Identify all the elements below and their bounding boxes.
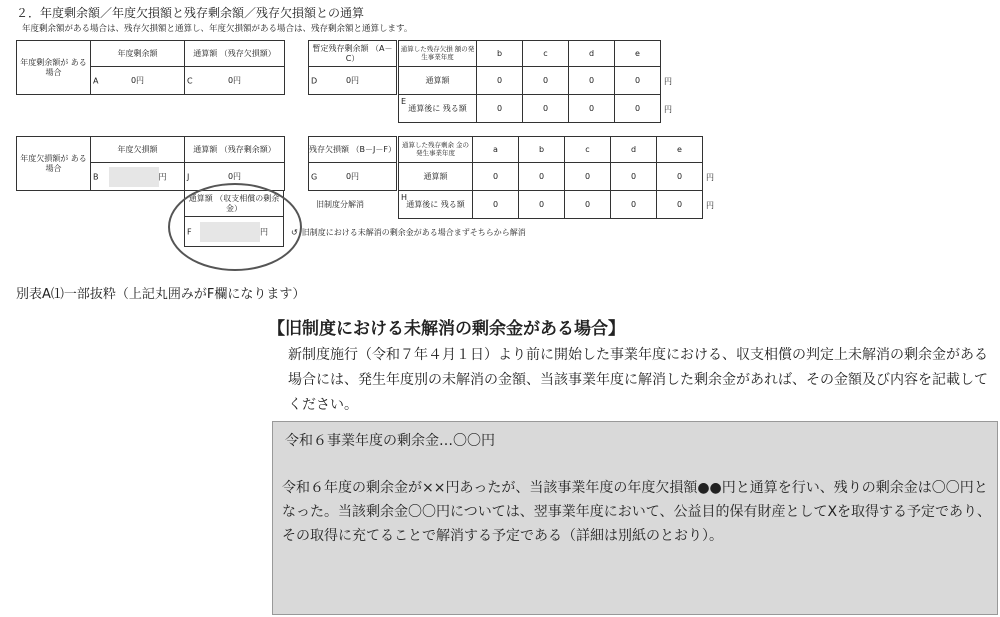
upper-offset-year-table <box>398 40 661 123</box>
field-d[interactable]: D 0円 <box>309 67 397 95</box>
old-system-label: 旧制度分解消 <box>316 200 364 209</box>
offset-year-header: 通算した残存剰余 金の発生事業年度 <box>399 137 473 163</box>
example-title: 令和６事業年度の剰余金…〇〇円 <box>285 433 495 449</box>
offset-e[interactable]: 0 <box>615 67 661 95</box>
offset-b[interactable]: 0 <box>519 163 565 191</box>
offset-c[interactable]: 0 <box>523 67 569 95</box>
section-title: 【旧制度における未解消の剰余金がある場合】 <box>268 319 625 339</box>
offset-e[interactable]: 0 <box>657 163 703 191</box>
remain-a[interactable]: 0 <box>473 191 519 219</box>
provisional-surplus-header: 暫定残存剰余額 （A－C） <box>309 41 397 67</box>
f-header: 通算額 （収支相償の剰余金） <box>185 191 284 217</box>
year-col-d: d <box>569 41 615 67</box>
example-body: 令和６年度の剰余金が××円あったが、当該事業年度の年度欠損額●●円と通算を行い、残りの剰余金は〇〇円となった。当該剰余金〇〇円については、翌事業年度において、公益目的保有財産としてXを取得する予定であり、その取得に充てることで解消する予定である（詳細は別紙のとおり）。 <box>282 480 992 544</box>
instruction-paragraph: 新制度施行（令和７年４月１日）より前に開始した事業年度における、収支相償の判定上未解消の剰余金がある場合には、発生年度別の未解消の金額、当該事業年度に解消した剰余金があれば、その金額及び内容を記載してください。 <box>288 347 988 413</box>
offset-amount-label: 通算額 <box>399 67 477 95</box>
remaining-label: E 通算後に 残る額 <box>399 95 477 123</box>
upper-surplus-table <box>16 40 285 95</box>
offset-d[interactable]: 0 <box>611 163 657 191</box>
offset-c[interactable]: 0 <box>565 163 611 191</box>
remain-d[interactable]: 0 <box>611 191 657 219</box>
offset-a[interactable]: 0 <box>473 163 519 191</box>
year-col-d: d <box>611 137 657 163</box>
instruction-note: 年度剰余額がある場合は、残存欠損額と通算し、年度欠損額がある場合は、残存剰余額と通算します。 <box>22 24 413 34</box>
annual-surplus-header: 年度剰余額 <box>91 41 185 67</box>
year-col-b: b <box>519 137 565 163</box>
annual-deficit-header: 年度欠損額 <box>91 137 185 163</box>
year-col-e: e <box>657 137 703 163</box>
surplus-row-label: 年度剰余額が ある場合 <box>17 41 91 95</box>
lower-residual-table <box>308 136 397 191</box>
remain-c[interactable]: 0 <box>523 95 569 123</box>
offset-b[interactable]: 0 <box>477 67 523 95</box>
lower-offset-year-table <box>398 136 703 219</box>
yen-unit: 円 <box>706 173 714 182</box>
remain-b[interactable]: 0 <box>519 191 565 219</box>
residual-deficit-header: 残存欠損額 （B－J－F） <box>309 137 397 163</box>
year-col-b: b <box>477 41 523 67</box>
field-a[interactable]: A 0円 <box>91 67 185 95</box>
remain-c[interactable]: 0 <box>565 191 611 219</box>
offset-surplus-header: 通算額 （残存剰余額） <box>185 137 285 163</box>
remain-d[interactable]: 0 <box>569 95 615 123</box>
deficit-row-label: 年度欠損額が ある場合 <box>17 137 91 191</box>
field-j[interactable]: J 0円 <box>185 163 285 191</box>
year-col-e: e <box>615 41 661 67</box>
year-col-a: a <box>473 137 519 163</box>
offset-year-header: 通算した残存欠損 額の発生事業年度 <box>399 41 477 67</box>
yen-unit: 円 <box>664 105 672 114</box>
remain-e[interactable]: 0 <box>657 191 703 219</box>
remaining-label: H 通算後に 残る額 <box>399 191 473 219</box>
offset-d[interactable]: 0 <box>569 67 615 95</box>
year-col-c: c <box>565 137 611 163</box>
remain-e[interactable]: 0 <box>615 95 661 123</box>
upper-provisional-table <box>308 40 397 95</box>
field-c[interactable]: C 0円 <box>185 67 285 95</box>
f-note: ↺ 旧制度における未解消の剰余金がある場合まずそちらから解消 <box>291 228 526 237</box>
offset-deficit-header: 通算額 （残存欠損額） <box>185 41 285 67</box>
remain-b[interactable]: 0 <box>477 95 523 123</box>
field-b[interactable]: B 円 <box>91 163 185 191</box>
figure-caption: 別表A⑴一部抜粋（上記丸囲みがF欄になります） <box>16 287 306 302</box>
highlight-circle <box>168 183 302 271</box>
field-g[interactable]: G 0円 <box>309 163 397 191</box>
section-heading: ２．年度剰余額／年度欠損額と残存剰余額／残存欠損額との通算 <box>16 6 365 20</box>
arrow-icon: ↺ <box>291 228 298 237</box>
yen-unit: 円 <box>664 77 672 86</box>
field-f[interactable]: F 円 <box>185 217 284 247</box>
yen-unit: 円 <box>706 201 714 210</box>
offset-amount-label: 通算額 <box>399 163 473 191</box>
year-col-c: c <box>523 41 569 67</box>
